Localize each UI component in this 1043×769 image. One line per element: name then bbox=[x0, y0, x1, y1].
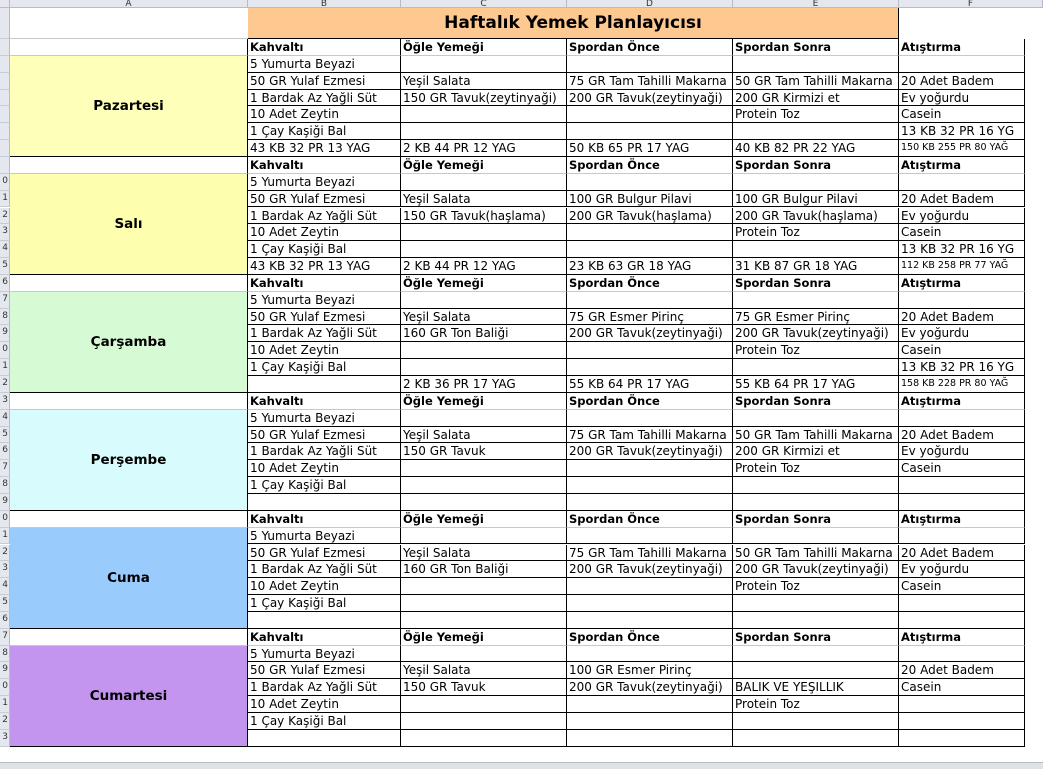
row-header[interactable] bbox=[0, 90, 10, 107]
meal-cell[interactable] bbox=[733, 292, 899, 309]
row-header[interactable] bbox=[0, 123, 10, 140]
row-header[interactable]: 4 bbox=[0, 241, 10, 258]
meal-cell[interactable] bbox=[248, 730, 401, 747]
meal-header-4[interactable]: Atıştırma bbox=[899, 629, 1025, 646]
meal-cell[interactable]: Ev yoğurdu bbox=[899, 561, 1025, 578]
meal-cell[interactable]: 75 GR Tam Tahilli Makarna bbox=[567, 545, 733, 562]
row-header[interactable]: 0 bbox=[0, 342, 10, 359]
meal-cell[interactable] bbox=[401, 174, 567, 191]
meal-cell[interactable] bbox=[567, 106, 733, 123]
column-header-b[interactable]: B bbox=[248, 0, 401, 8]
meal-cell[interactable]: 55 KB 64 PR 17 YAG bbox=[733, 376, 899, 393]
meal-cell[interactable]: 50 GR Yulaf Ezmesi bbox=[248, 545, 401, 562]
day-label[interactable]: Cumartesi bbox=[10, 646, 248, 747]
meal-cell[interactable]: 1 Bardak Az Yağli Süt bbox=[248, 443, 401, 460]
day-label[interactable]: Perşembe bbox=[10, 410, 248, 511]
meal-cell[interactable]: Ev yoğurdu bbox=[899, 443, 1025, 460]
meal-cell[interactable]: Protein Toz bbox=[733, 696, 899, 713]
meal-header-3[interactable]: Spordan Sonra bbox=[733, 275, 899, 292]
meal-cell[interactable] bbox=[401, 612, 567, 629]
meal-cell[interactable]: 50 GR Yulaf Ezmesi bbox=[248, 427, 401, 444]
meal-cell[interactable]: 2 KB 44 PR 12 YAG bbox=[401, 140, 567, 157]
meal-header-1[interactable]: Öğle Yemeği bbox=[401, 629, 567, 646]
meal-cell[interactable] bbox=[567, 410, 733, 427]
meal-cell[interactable]: 50 GR Yulaf Ezmesi bbox=[248, 73, 401, 90]
meal-cell[interactable]: 100 GR Bulgur Pilavi bbox=[567, 191, 733, 208]
row-header[interactable] bbox=[0, 39, 10, 56]
column-header-e[interactable]: E bbox=[733, 0, 899, 8]
meal-cell[interactable] bbox=[401, 696, 567, 713]
row-header[interactable] bbox=[0, 157, 10, 174]
meal-cell[interactable]: 1 Bardak Az Yağli Süt bbox=[248, 679, 401, 696]
meal-cell[interactable]: 50 GR Yulaf Ezmesi bbox=[248, 191, 401, 208]
meal-cell[interactable]: Casein bbox=[899, 106, 1025, 123]
meal-cell[interactable] bbox=[401, 106, 567, 123]
meal-cell[interactable] bbox=[567, 359, 733, 376]
meal-cell[interactable]: 150 GR Tavuk bbox=[401, 679, 567, 696]
row-header[interactable] bbox=[0, 56, 10, 73]
meal-cell[interactable]: BALIK VE YEŞILLIK bbox=[733, 679, 899, 696]
meal-cell[interactable]: 20 Adet Badem bbox=[899, 309, 1025, 326]
meal-cell[interactable]: 1 Çay Kaşiği Bal bbox=[248, 359, 401, 376]
meal-header-1[interactable]: Öğle Yemeği bbox=[401, 157, 567, 174]
meal-cell[interactable]: 200 GR Tavuk(haşlama) bbox=[733, 208, 899, 225]
row-header[interactable]: 3 bbox=[0, 730, 10, 747]
meal-cell[interactable] bbox=[567, 56, 733, 73]
meal-header-1[interactable]: Öğle Yemeği bbox=[401, 511, 567, 528]
meal-cell[interactable]: 1 Çay Kaşiği Bal bbox=[248, 477, 401, 494]
meal-cell[interactable] bbox=[567, 224, 733, 241]
meal-cell[interactable]: Yeşil Salata bbox=[401, 427, 567, 444]
meal-cell[interactable] bbox=[733, 528, 899, 545]
day-header-blank-cell[interactable] bbox=[10, 39, 248, 56]
meal-cell[interactable]: 200 GR Tavuk(zeytinyaği) bbox=[567, 561, 733, 578]
day-header-blank-cell[interactable] bbox=[10, 275, 248, 292]
meal-cell[interactable]: 1 Çay Kaşiği Bal bbox=[248, 241, 401, 258]
meal-header-2[interactable]: Spordan Önce bbox=[567, 275, 733, 292]
meal-cell[interactable] bbox=[401, 460, 567, 477]
row-header[interactable]: 6 bbox=[0, 443, 10, 460]
row-header[interactable]: 7 bbox=[0, 292, 10, 309]
meal-cell[interactable]: 10 Adet Zeytin bbox=[248, 342, 401, 359]
meal-cell[interactable]: 200 GR Kirmizi et bbox=[733, 443, 899, 460]
meal-cell[interactable]: 2 KB 44 PR 12 YAG bbox=[401, 258, 567, 275]
meal-cell[interactable] bbox=[899, 696, 1025, 713]
meal-cell[interactable] bbox=[733, 359, 899, 376]
row-header[interactable] bbox=[0, 106, 10, 123]
meal-cell[interactable]: 200 GR Tavuk(zeytinyaği) bbox=[567, 679, 733, 696]
meal-cell[interactable]: 150 KB 255 PR 80 YAĞ bbox=[899, 140, 1025, 157]
day-header-blank-cell[interactable] bbox=[10, 629, 248, 646]
row-header[interactable]: 0 bbox=[0, 679, 10, 696]
meal-cell[interactable]: 200 GR Tavuk(zeytinyaği) bbox=[567, 443, 733, 460]
meal-cell[interactable] bbox=[733, 477, 899, 494]
meal-cell[interactable] bbox=[899, 730, 1025, 747]
meal-header-4[interactable]: Atıştırma bbox=[899, 39, 1025, 56]
meal-cell[interactable]: Casein bbox=[899, 578, 1025, 595]
meal-cell[interactable] bbox=[899, 56, 1025, 73]
row-header[interactable]: 8 bbox=[0, 477, 10, 494]
meal-cell[interactable] bbox=[567, 494, 733, 511]
row-header[interactable]: 7 bbox=[0, 460, 10, 477]
meal-cell[interactable]: 200 GR Tavuk(zeytinyaği) bbox=[567, 90, 733, 107]
meal-cell[interactable] bbox=[733, 174, 899, 191]
meal-cell[interactable]: 1 Çay Kaşiği Bal bbox=[248, 595, 401, 612]
column-header-d[interactable]: D bbox=[567, 0, 733, 8]
meal-cell[interactable]: Casein bbox=[899, 342, 1025, 359]
meal-cell[interactable]: 200 GR Tavuk(haşlama) bbox=[567, 208, 733, 225]
meal-cell[interactable]: 50 GR Yulaf Ezmesi bbox=[248, 662, 401, 679]
row-header[interactable]: 9 bbox=[0, 325, 10, 342]
meal-cell[interactable]: 50 GR Yulaf Ezmesi bbox=[248, 309, 401, 326]
meal-cell[interactable]: Protein Toz bbox=[733, 224, 899, 241]
meal-cell[interactable] bbox=[567, 241, 733, 258]
meal-cell[interactable] bbox=[567, 696, 733, 713]
meal-cell[interactable]: 13 KB 32 PR 16 YG bbox=[899, 241, 1025, 258]
meal-cell[interactable]: 1 Çay Kaşiği Bal bbox=[248, 713, 401, 730]
meal-cell[interactable]: 43 KB 32 PR 13 YAG bbox=[248, 140, 401, 157]
meal-cell[interactable]: 158 KB 228 PR 80 YAĞ bbox=[899, 376, 1025, 393]
meal-header-3[interactable]: Spordan Sonra bbox=[733, 393, 899, 410]
meal-cell[interactable] bbox=[733, 410, 899, 427]
meal-cell[interactable]: 5 Yumurta Beyazi bbox=[248, 646, 401, 663]
row-header[interactable] bbox=[0, 73, 10, 90]
meal-cell[interactable] bbox=[899, 646, 1025, 663]
meal-cell[interactable] bbox=[401, 713, 567, 730]
row-header[interactable]: 6 bbox=[0, 275, 10, 292]
meal-cell[interactable]: 112 KB 258 PR 77 YAĞ bbox=[899, 258, 1025, 275]
row-header[interactable]: 8 bbox=[0, 646, 10, 663]
meal-cell[interactable]: 75 GR Tam Tahilli Makarna bbox=[567, 427, 733, 444]
day-label[interactable]: Cuma bbox=[10, 528, 248, 629]
row-header[interactable]: 2 bbox=[0, 545, 10, 562]
meal-cell[interactable]: 5 Yumurta Beyazi bbox=[248, 528, 401, 545]
meal-header-1[interactable]: Öğle Yemeği bbox=[401, 275, 567, 292]
row-header[interactable]: 3 bbox=[0, 224, 10, 241]
meal-cell[interactable] bbox=[899, 292, 1025, 309]
meal-cell[interactable] bbox=[899, 174, 1025, 191]
row-header[interactable]: 8 bbox=[0, 309, 10, 326]
meal-cell[interactable]: 75 GR Esmer Pirinç bbox=[733, 309, 899, 326]
meal-cell[interactable]: 50 GR Tam Tahilli Makarna bbox=[733, 545, 899, 562]
meal-header-4[interactable]: Atıştırma bbox=[899, 157, 1025, 174]
row-header[interactable]: 2 bbox=[0, 376, 10, 393]
meal-header-3[interactable]: Spordan Sonra bbox=[733, 629, 899, 646]
row-header[interactable]: 1 bbox=[0, 696, 10, 713]
meal-cell[interactable]: Protein Toz bbox=[733, 578, 899, 595]
meal-cell[interactable]: 75 GR Tam Tahilli Makarna bbox=[567, 73, 733, 90]
meal-cell[interactable]: 150 GR Tavuk(haşlama) bbox=[401, 208, 567, 225]
day-label[interactable]: Salı bbox=[10, 174, 248, 275]
meal-cell[interactable] bbox=[733, 662, 899, 679]
meal-cell[interactable] bbox=[248, 612, 401, 629]
meal-cell[interactable]: 20 Adet Badem bbox=[899, 545, 1025, 562]
day-header-blank-cell[interactable] bbox=[10, 393, 248, 410]
meal-cell[interactable] bbox=[733, 56, 899, 73]
meal-header-0[interactable]: Kahvaltı bbox=[248, 511, 401, 528]
meal-cell[interactable]: Yeşil Salata bbox=[401, 662, 567, 679]
meal-cell[interactable] bbox=[567, 528, 733, 545]
meal-cell[interactable]: 20 Adet Badem bbox=[899, 427, 1025, 444]
meal-cell[interactable] bbox=[733, 494, 899, 511]
title-left-blank-cell[interactable] bbox=[10, 8, 248, 39]
meal-cell[interactable]: 75 GR Esmer Pirinç bbox=[567, 309, 733, 326]
row-header[interactable]: 1 bbox=[0, 359, 10, 376]
meal-cell[interactable] bbox=[899, 494, 1025, 511]
meal-cell[interactable] bbox=[401, 241, 567, 258]
meal-cell[interactable] bbox=[401, 224, 567, 241]
meal-cell[interactable]: 5 Yumurta Beyazi bbox=[248, 174, 401, 191]
row-header[interactable]: 1 bbox=[0, 191, 10, 208]
meal-cell[interactable]: 50 GR Tam Tahilli Makarna bbox=[733, 73, 899, 90]
meal-cell[interactable]: 200 GR Tavuk(zeytinyaği) bbox=[733, 561, 899, 578]
meal-cell[interactable]: 10 Adet Zeytin bbox=[248, 578, 401, 595]
row-header[interactable]: 5 bbox=[0, 427, 10, 444]
meal-cell[interactable]: Casein bbox=[899, 460, 1025, 477]
meal-cell[interactable]: Ev yoğurdu bbox=[899, 90, 1025, 107]
meal-cell[interactable]: 31 KB 87 GR 18 YAG bbox=[733, 258, 899, 275]
select-all-corner[interactable] bbox=[0, 0, 10, 8]
meal-cell[interactable] bbox=[567, 730, 733, 747]
row-header[interactable]: 9 bbox=[0, 662, 10, 679]
meal-cell[interactable]: 55 KB 64 PR 17 YAG bbox=[567, 376, 733, 393]
meal-cell[interactable] bbox=[733, 595, 899, 612]
meal-cell[interactable] bbox=[567, 646, 733, 663]
meal-header-2[interactable]: Spordan Önce bbox=[567, 629, 733, 646]
meal-cell[interactable]: 1 Çay Kaşiği Bal bbox=[248, 123, 401, 140]
meal-cell[interactable]: 50 KB 65 PR 17 YAG bbox=[567, 140, 733, 157]
meal-cell[interactable]: 100 GR Esmer Pirinç bbox=[567, 662, 733, 679]
meal-header-2[interactable]: Spordan Önce bbox=[567, 511, 733, 528]
meal-cell[interactable] bbox=[567, 460, 733, 477]
meal-cell[interactable] bbox=[899, 612, 1025, 629]
meal-cell[interactable]: Casein bbox=[899, 224, 1025, 241]
meal-cell[interactable] bbox=[401, 578, 567, 595]
meal-header-3[interactable]: Spordan Sonra bbox=[733, 157, 899, 174]
row-header[interactable]: 7 bbox=[0, 629, 10, 646]
meal-cell[interactable] bbox=[401, 342, 567, 359]
meal-cell[interactable]: 2 KB 36 PR 17 YAG bbox=[401, 376, 567, 393]
meal-cell[interactable] bbox=[401, 494, 567, 511]
meal-cell[interactable] bbox=[899, 595, 1025, 612]
row-header[interactable]: 3 bbox=[0, 393, 10, 410]
row-header[interactable]: 4 bbox=[0, 410, 10, 427]
row-header[interactable]: 5 bbox=[0, 595, 10, 612]
meal-cell[interactable]: 13 KB 32 PR 16 YG bbox=[899, 123, 1025, 140]
meal-cell[interactable]: Ev yoğurdu bbox=[899, 325, 1025, 342]
meal-cell[interactable]: Ev yoğurdu bbox=[899, 208, 1025, 225]
meal-cell[interactable] bbox=[733, 612, 899, 629]
meal-cell[interactable] bbox=[567, 123, 733, 140]
meal-cell[interactable]: Yeşil Salata bbox=[401, 545, 567, 562]
meal-header-0[interactable]: Kahvaltı bbox=[248, 275, 401, 292]
meal-cell[interactable] bbox=[567, 342, 733, 359]
meal-header-4[interactable]: Atıştırma bbox=[899, 275, 1025, 292]
meal-cell[interactable] bbox=[401, 359, 567, 376]
day-header-blank-cell[interactable] bbox=[10, 511, 248, 528]
row-header[interactable] bbox=[0, 8, 10, 39]
meal-cell[interactable] bbox=[567, 578, 733, 595]
meal-cell[interactable] bbox=[567, 292, 733, 309]
meal-cell[interactable]: 10 Adet Zeytin bbox=[248, 696, 401, 713]
row-header[interactable]: 9 bbox=[0, 494, 10, 511]
meal-cell[interactable]: 100 GR Bulgur Pilavi bbox=[733, 191, 899, 208]
meal-cell[interactable]: 1 Bardak Az Yağli Süt bbox=[248, 90, 401, 107]
meal-cell[interactable]: 160 GR Ton Baliği bbox=[401, 325, 567, 342]
meal-cell[interactable]: 40 KB 82 PR 22 YAG bbox=[733, 140, 899, 157]
meal-cell[interactable] bbox=[567, 612, 733, 629]
meal-header-3[interactable]: Spordan Sonra bbox=[733, 511, 899, 528]
meal-header-4[interactable]: Atıştırma bbox=[899, 511, 1025, 528]
column-header-f[interactable]: F bbox=[899, 0, 1043, 8]
meal-cell[interactable] bbox=[733, 241, 899, 258]
meal-header-0[interactable]: Kahvaltı bbox=[248, 39, 401, 56]
meal-cell[interactable] bbox=[401, 646, 567, 663]
meal-cell[interactable]: Yeşil Salata bbox=[401, 309, 567, 326]
meal-header-0[interactable]: Kahvaltı bbox=[248, 393, 401, 410]
meal-cell[interactable]: 50 GR Tam Tahilli Makarna bbox=[733, 427, 899, 444]
meal-cell[interactable] bbox=[401, 730, 567, 747]
meal-cell[interactable]: 150 GR Tavuk bbox=[401, 443, 567, 460]
meal-cell[interactable] bbox=[899, 528, 1025, 545]
meal-cell[interactable]: 1 Bardak Az Yağli Süt bbox=[248, 325, 401, 342]
meal-cell[interactable]: 10 Adet Zeytin bbox=[248, 106, 401, 123]
meal-header-2[interactable]: Spordan Önce bbox=[567, 393, 733, 410]
row-header[interactable]: 2 bbox=[0, 208, 10, 225]
meal-cell[interactable] bbox=[899, 410, 1025, 427]
meal-cell[interactable] bbox=[567, 595, 733, 612]
meal-cell[interactable] bbox=[401, 477, 567, 494]
day-label[interactable]: Çarşamba bbox=[10, 292, 248, 393]
meal-cell[interactable] bbox=[567, 477, 733, 494]
meal-cell[interactable]: 200 GR Kirmizi et bbox=[733, 90, 899, 107]
meal-cell[interactable]: Protein Toz bbox=[733, 342, 899, 359]
meal-header-3[interactable]: Spordan Sonra bbox=[733, 39, 899, 56]
meal-cell[interactable] bbox=[733, 730, 899, 747]
meal-cell[interactable]: 200 GR Tavuk(zeytinyaği) bbox=[733, 325, 899, 342]
meal-cell[interactable] bbox=[899, 713, 1025, 730]
meal-header-2[interactable]: Spordan Önce bbox=[567, 39, 733, 56]
meal-header-4[interactable]: Atıştırma bbox=[899, 393, 1025, 410]
day-header-blank-cell[interactable] bbox=[10, 157, 248, 174]
meal-cell[interactable] bbox=[248, 376, 401, 393]
meal-cell[interactable] bbox=[401, 528, 567, 545]
meal-cell[interactable] bbox=[401, 595, 567, 612]
meal-cell[interactable]: 20 Adet Badem bbox=[899, 73, 1025, 90]
row-header[interactable]: 0 bbox=[0, 174, 10, 191]
meal-header-1[interactable]: Öğle Yemeği bbox=[401, 39, 567, 56]
meal-header-0[interactable]: Kahvaltı bbox=[248, 157, 401, 174]
meal-cell[interactable]: 23 KB 63 GR 18 YAG bbox=[567, 258, 733, 275]
row-header[interactable]: 4 bbox=[0, 578, 10, 595]
meal-cell[interactable]: Yeşil Salata bbox=[401, 73, 567, 90]
meal-cell[interactable]: 150 GR Tavuk(zeytinyaği) bbox=[401, 90, 567, 107]
meal-cell[interactable]: 200 GR Tavuk(zeytinyaği) bbox=[567, 325, 733, 342]
row-header[interactable]: 0 bbox=[0, 511, 10, 528]
meal-cell[interactable] bbox=[733, 123, 899, 140]
meal-cell[interactable] bbox=[567, 174, 733, 191]
meal-cell[interactable] bbox=[733, 646, 899, 663]
meal-cell[interactable] bbox=[401, 292, 567, 309]
column-header-a[interactable]: A bbox=[10, 0, 248, 8]
row-header[interactable]: 3 bbox=[0, 561, 10, 578]
meal-header-2[interactable]: Spordan Önce bbox=[567, 157, 733, 174]
column-header-c[interactable]: C bbox=[401, 0, 567, 8]
row-header[interactable]: 1 bbox=[0, 528, 10, 545]
meal-cell[interactable] bbox=[401, 123, 567, 140]
meal-cell[interactable]: 160 GR Ton Baliği bbox=[401, 561, 567, 578]
sheet-title[interactable]: Haftalık Yemek Planlayıcısı bbox=[248, 8, 899, 39]
meal-cell[interactable] bbox=[401, 410, 567, 427]
meal-cell[interactable]: Protein Toz bbox=[733, 106, 899, 123]
meal-cell[interactable]: 5 Yumurta Beyazi bbox=[248, 410, 401, 427]
meal-cell[interactable] bbox=[899, 477, 1025, 494]
meal-cell[interactable]: 20 Adet Badem bbox=[899, 662, 1025, 679]
meal-cell[interactable]: Yeşil Salata bbox=[401, 191, 567, 208]
meal-cell[interactable]: 1 Bardak Az Yağli Süt bbox=[248, 561, 401, 578]
meal-cell[interactable] bbox=[248, 494, 401, 511]
row-header[interactable] bbox=[0, 140, 10, 157]
meal-cell[interactable]: 5 Yumurta Beyazi bbox=[248, 292, 401, 309]
meal-cell[interactable]: Casein bbox=[899, 679, 1025, 696]
meal-cell[interactable]: 10 Adet Zeytin bbox=[248, 460, 401, 477]
meal-header-1[interactable]: Öğle Yemeği bbox=[401, 393, 567, 410]
meal-cell[interactable]: 10 Adet Zeytin bbox=[248, 224, 401, 241]
meal-cell[interactable]: 20 Adet Badem bbox=[899, 191, 1025, 208]
row-header[interactable]: 6 bbox=[0, 612, 10, 629]
meal-cell[interactable] bbox=[567, 713, 733, 730]
meal-cell[interactable] bbox=[733, 713, 899, 730]
day-label[interactable]: Pazartesi bbox=[10, 56, 248, 157]
meal-header-0[interactable]: Kahvaltı bbox=[248, 629, 401, 646]
row-header[interactable]: 2 bbox=[0, 713, 10, 730]
meal-cell[interactable]: 5 Yumurta Beyazi bbox=[248, 56, 401, 73]
meal-cell[interactable]: 13 KB 32 PR 16 YG bbox=[899, 359, 1025, 376]
meal-cell[interactable]: 1 Bardak Az Yağli Süt bbox=[248, 208, 401, 225]
meal-cell[interactable] bbox=[401, 56, 567, 73]
row-header[interactable]: 5 bbox=[0, 258, 10, 275]
meal-cell[interactable]: Protein Toz bbox=[733, 460, 899, 477]
meal-cell[interactable]: 43 KB 32 PR 13 YAG bbox=[248, 258, 401, 275]
